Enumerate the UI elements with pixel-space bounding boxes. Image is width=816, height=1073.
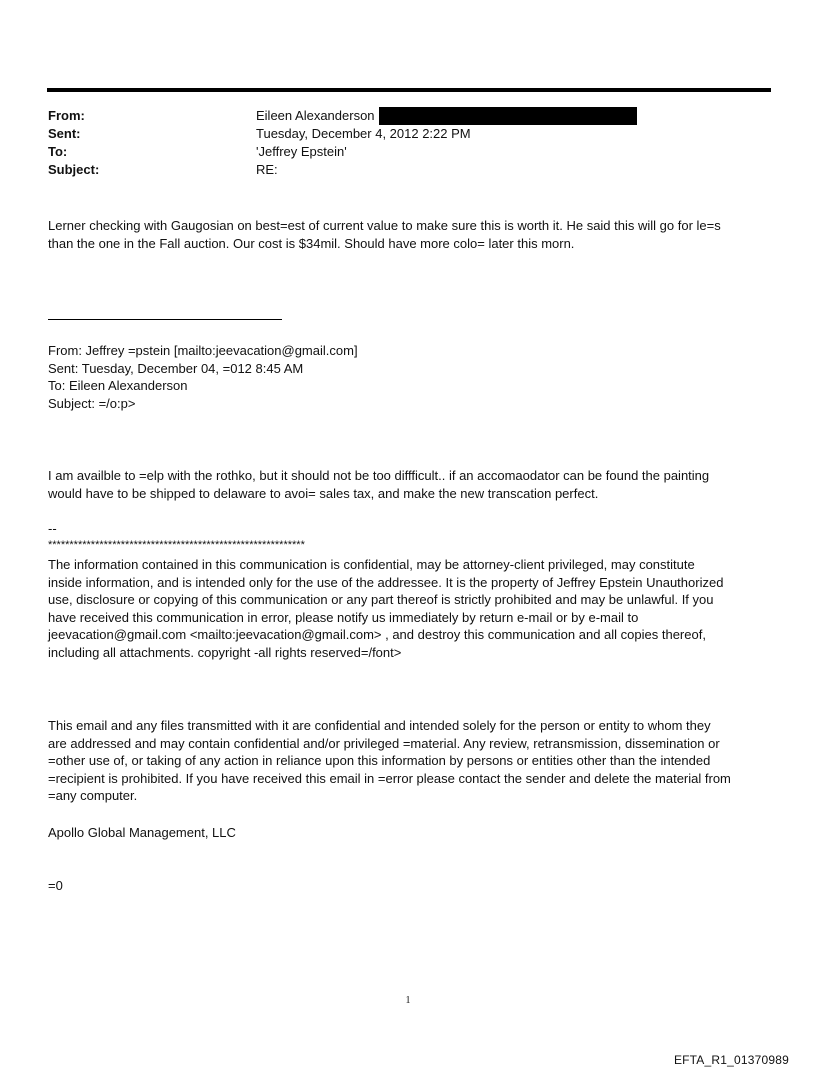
quoted-body-line: would have to be shipped to delaware to avoi= sales tax, and make the new transcation perfect.: [48, 485, 599, 501]
quoted-body-line: I am availble to =elp with the rothko, but it should not be too diffficult.. if an accomaodator can be found the painting: [48, 468, 710, 483]
signature-block: [48, 520, 772, 552]
confidentiality-line: jeevacation@gmail.com <mailto:jeevacation@gmail.com> , and destroy this communication and all copies thereof,: [48, 627, 706, 642]
to-value: 'Jeffrey Epstein': [256, 144, 347, 159]
quoted-from-line: From: Jeffrey =pstein [mailto:jeevacation@gmail.com]: [48, 343, 358, 358]
quoted-body: [48, 467, 772, 502]
confidentiality-notice: [48, 556, 772, 661]
to-label: To:: [48, 144, 68, 159]
sent-label: Sent:: [48, 126, 81, 141]
subject-value: RE:: [256, 162, 278, 177]
from-label: From:: [48, 108, 85, 123]
quoted-subject-line: Subject: =/o:p>: [48, 395, 136, 411]
confidentiality-line: inside information, and is intended only for the use of the addressee. It is the property of Jeffrey Epstein Unauthorized: [48, 574, 724, 590]
disclaimer-line: =recipient is prohibited. If you have received this email in =error please contact the sender and delete the material from: [48, 770, 731, 786]
from-value-wrap: [256, 107, 637, 126]
document-id: EFTA_R1_01370989: [673, 1053, 789, 1067]
page-number: 1: [405, 995, 411, 1006]
disclaimer: [48, 717, 772, 805]
disclaimer-line: This email and any files transmitted with it are confidential and intended solely for the person or entity to whom they: [48, 718, 711, 733]
quoted-sent-line: Sent: Tuesday, December 04, =012 8:45 AM: [48, 360, 304, 376]
subject-label: Subject:: [48, 162, 100, 177]
quoted-header: [48, 342, 772, 412]
disclaimer-line: =other use of, or taking of any action in reliance upon this information by persons or entities other than the intended: [48, 753, 711, 768]
disclaimer-line: =any computer.: [48, 788, 138, 803]
reply-line: than the one in the Fall auction. Our cost is $34mil. Should have more colo= later this morn.: [48, 235, 575, 251]
reply-line: Lerner checking with Gaugosian on best=est of current value to make sure this is worth it. He said this will go for le=s: [48, 218, 721, 233]
confidentiality-line: The information contained in this communication is confidential, may be attorney-client privileged, may constitute: [48, 557, 695, 572]
asterisk-line: ************************************************************: [48, 538, 305, 551]
confidentiality-line: including all attachments. copyright -all rights reserved=/font>: [48, 644, 402, 660]
quote-separator-rule: [48, 319, 282, 320]
disclaimer-line: are addressed and may contain confidential and/or privileged =material. Any review, retransmission, dissemination or: [48, 735, 720, 751]
company-name: Apollo Global Management, LLC: [48, 825, 236, 840]
from-value: Eileen Alexanderson: [256, 108, 375, 123]
trailer-text: =0: [48, 878, 63, 893]
redaction-bar: [379, 107, 637, 125]
reply-body: [48, 217, 772, 252]
quoted-to-line: To: Eileen Alexanderson: [48, 378, 188, 393]
confidentiality-line: have received this communication in error, please notify us immediately by return e-mail or by e-mail to: [48, 609, 639, 625]
sent-value: Tuesday, December 4, 2012 2:22 PM: [256, 126, 471, 141]
signature-separator: --: [48, 521, 57, 536]
header-top-rule: [47, 88, 771, 92]
confidentiality-line: use, disclosure or copying of this communication or any part thereof is strictly prohibited and may be unlawful. If you: [48, 592, 714, 607]
